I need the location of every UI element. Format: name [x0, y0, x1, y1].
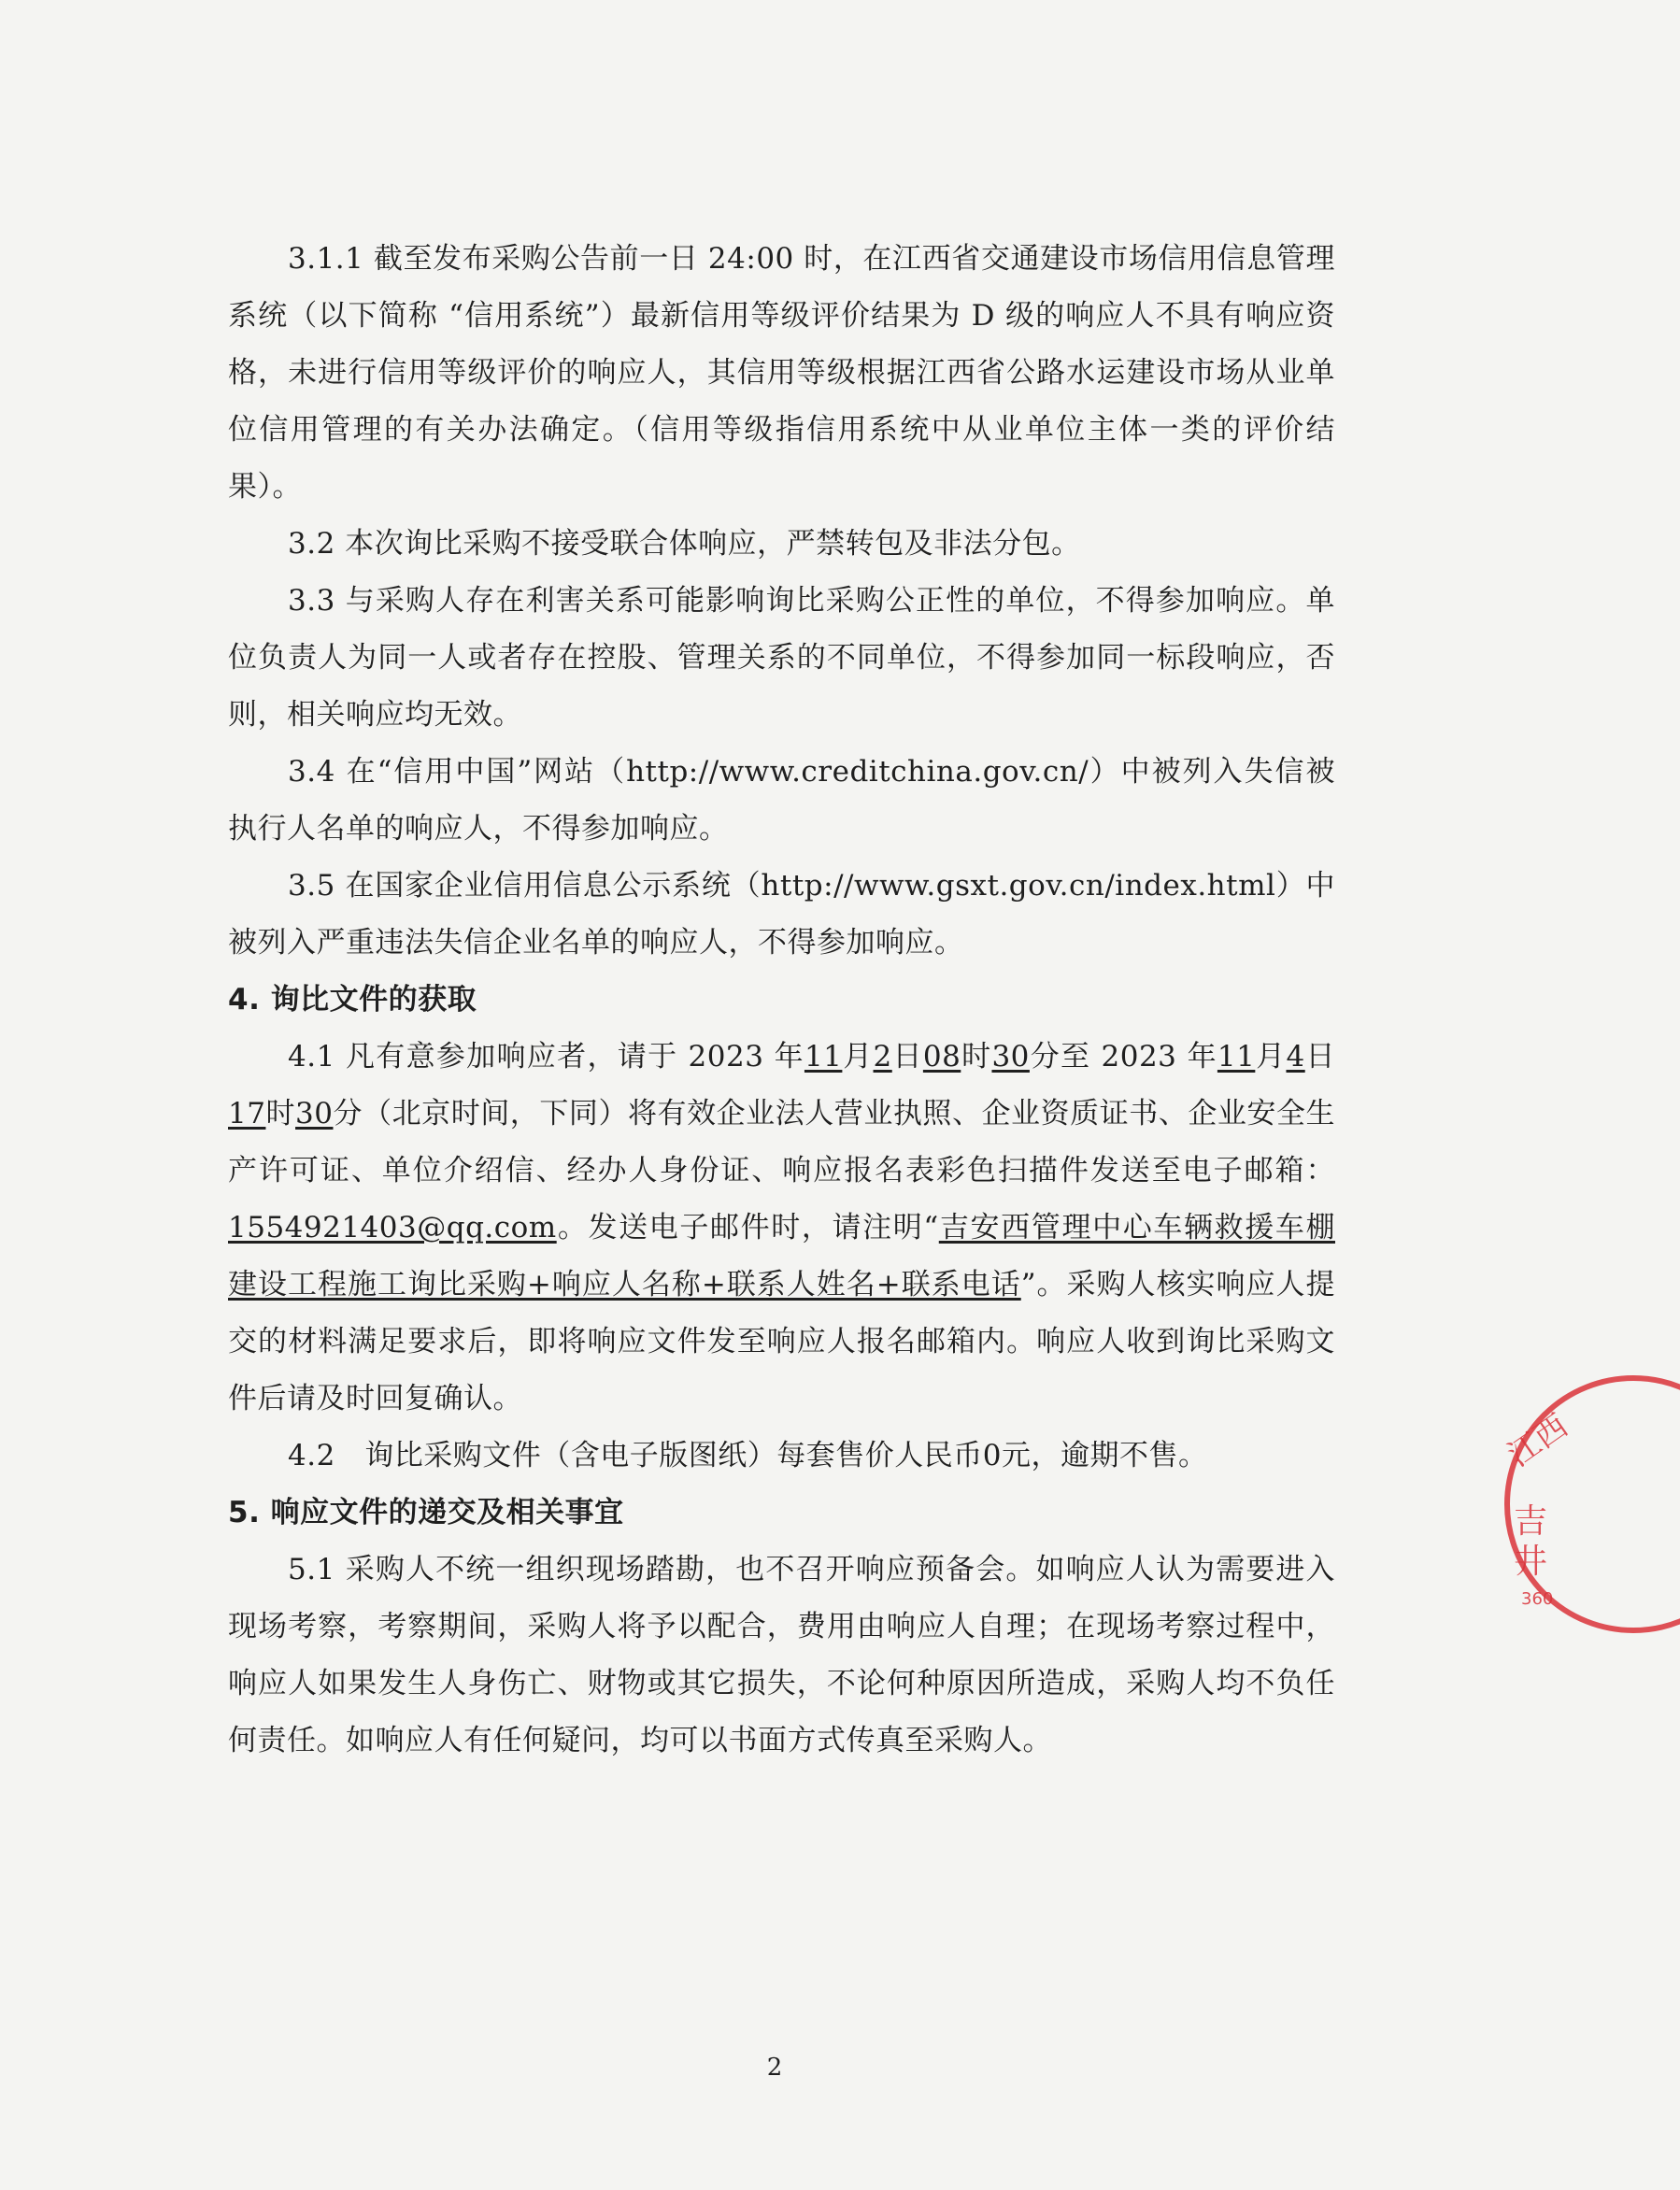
- text-segment: 时: [265, 1097, 296, 1131]
- contact-email: 1554921403@qq.com: [228, 1211, 557, 1244]
- section-4-heading: 4. 询比文件的获取: [228, 983, 477, 1017]
- paragraph-4-2: 4.2 询比采购文件（含电子版图纸）每套售价人民币0元，逾期不售。: [288, 1439, 1208, 1472]
- svg-text:吉: 吉: [1514, 1502, 1548, 1541]
- text-segment: 月: [842, 1040, 874, 1074]
- text-segment: 分（北京时间，下同）将有效企业法人营业执照、企业资质证书、企业安全生产许可证、单位介绍信、经办人身份证、响应报名表彩色扫描件发送至电子邮箱：: [228, 1097, 1336, 1187]
- svg-text:江西: 江西: [1501, 1407, 1575, 1474]
- svg-text:井: 井: [1514, 1543, 1548, 1581]
- start-minute: 30: [991, 1040, 1030, 1074]
- text-segment: 。发送电子邮件时，请注明“: [556, 1211, 939, 1244]
- svg-text:360: 360: [1521, 1589, 1554, 1609]
- text-segment: 4.1 凡有意参加响应者，请于 2023 年: [288, 1040, 804, 1074]
- text-segment: 日: [891, 1040, 923, 1074]
- email-subject: 吉安西管理中心车辆救援车棚建设工程施工询比采购+响应人名称+联系人姓名+联系电话: [228, 1211, 1335, 1301]
- section-5-heading: 5. 响应文件的递交及相关事宜: [228, 1496, 624, 1529]
- text-segment: 月: [1255, 1040, 1287, 1074]
- document-body: [228, 231, 1335, 1770]
- end-month: 11: [1217, 1040, 1256, 1074]
- official-seal: [1493, 1359, 1575, 1649]
- paragraph-3-4: 3.4 在“信用中国”网站（http://www.creditchina.gov.cn/）中被列入失信被执行人名单的响应人，不得参加响应。: [228, 755, 1335, 846]
- paragraph-3-5: 3.5 在国家企业信用信息公示系统（http://www.gsxt.gov.cn/index.html）中被列入严重违法失信企业名单的响应人，不得参加响应。: [228, 869, 1335, 960]
- text-segment: ”。采购人核实响应人提交的材料满足要求后，即将响应文件发至响应人报名邮箱内。响应人收到询比采购文件后请及时回复确认。: [228, 1268, 1335, 1415]
- paragraph-3-1-1: 3.1.1 截至发布采购公告前一日 24:00 时，在江西省交通建设市场信用信息管理系统（以下简称 “信用系统”）最新信用等级评价结果为 D 级的响应人不具有响应资格，未进行信用等级评价的响应人，其信用等级根据江西省公路水运建设市场从业单位信用管理的有关办法确定。（信用等级指信用系统中从业单位主体一类的评价结果）。: [228, 242, 1335, 504]
- text-segment: 时: [961, 1040, 992, 1074]
- seal-graphic: [1493, 1359, 1680, 1649]
- end-day: 4: [1286, 1040, 1305, 1074]
- end-hour: 17: [228, 1097, 266, 1131]
- text-segment: 分至 2023 年: [1029, 1040, 1217, 1074]
- paragraph-3-2: 3.2 本次询比采购不接受联合体响应，严禁转包及非法分包。: [288, 527, 1081, 561]
- page-number: 2: [766, 2054, 783, 2082]
- start-day: 2: [873, 1040, 892, 1074]
- end-minute: 30: [295, 1097, 334, 1131]
- start-month: 11: [804, 1040, 843, 1074]
- paragraph-3-3: 3.3 与采购人存在利害关系可能影响询比采购公正性的单位，不得参加响应。单位负责人为同一人或者存在控股、管理关系的不同单位，不得参加同一标段响应，否则，相关响应均无效。: [228, 584, 1335, 732]
- start-hour: 08: [922, 1040, 961, 1074]
- paragraph-5-1: 5.1 采购人不统一组织现场踏勘，也不召开响应预备会。如响应人认为需要进入现场考察，考察期间，采购人将予以配合，费用由响应人自理；在现场考察过程中，响应人如果发生人身伤亡、财物或其它损失，不论何种原因所造成，采购人均不负任何责任。如响应人有任何疑问，均可以书面方式传真至采购人。: [228, 1553, 1335, 1757]
- text-segment: 日: [1304, 1040, 1336, 1074]
- paragraph-4-1: [228, 1029, 1335, 1428]
